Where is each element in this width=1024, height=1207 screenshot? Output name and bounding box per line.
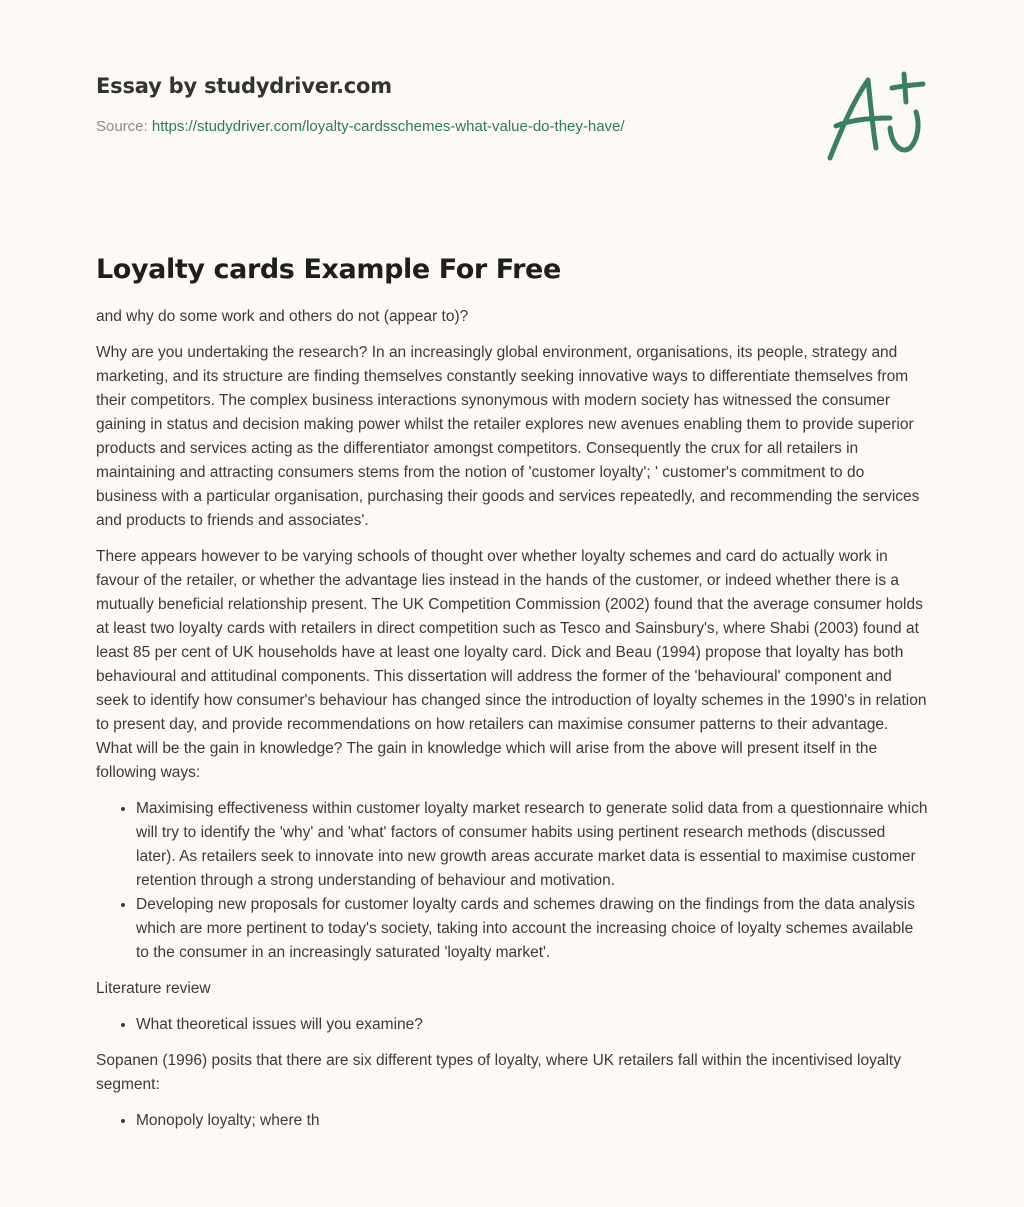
paragraph-loyalty-types: Sopanen (1996) posits that there are six different types of loyalty, where UK retailers fall within the incentivised loyalty segment: bbox=[96, 1052, 901, 1093]
knowledge-gain-list bbox=[96, 797, 928, 965]
theoretical-issues-list bbox=[96, 1013, 928, 1037]
list-item: • Monopoly loyalty; where th bbox=[136, 1109, 928, 1133]
essay-content bbox=[96, 254, 928, 1145]
list-item: • What theoretical issues will you examine? bbox=[136, 1013, 928, 1037]
source-link[interactable]: https://studydriver.com/loyalty-cardsschemes-what-value-do-they-have/ bbox=[151, 118, 625, 135]
list-item: • Maximising effectiveness within customer loyalty market research to generate solid data from a questionnaire which will try to identify the 'why' and 'what' factors of consumer habits using pertinent research methods (discussed later). As retailers seek to innovate into new growth areas accurate market data is essential to maximise customer retention through a strong understanding of behaviour and motivation. bbox=[136, 797, 928, 893]
section-label-literature-review: Literature review bbox=[96, 980, 211, 997]
source-line bbox=[96, 118, 796, 135]
paragraph-schools-of-thought: There appears however to be varying schools of thought over whether loyalty schemes and card do actually work in favour of the retailer, or whether the advantage lies instead in the hands of the customer, or indeed whether there is a mutually beneficial relationship present. The UK Competition Commission (2002) found that the average consumer holds at least two loyalty cards with retailers in direct competition such as Tesco and Sainsbury's, where Shabi (2003) found at least 85 per cent of UK households have at least one loyalty card. Dick and Beau (1994) propose that loyalty has both behavioural and attitudinal components. This dissertation will address the former of the 'behavioural' component and seek to identify how consumer's behaviour has changed since the introduction of loyalty schemes in the 1990's in relation to present day, and provide recommendations on how retailers can maximise consumer patterns to their advantage. What will be the gain in knowledge? The gain in knowledge which will arise from the above will present itself in the following ways: bbox=[96, 548, 927, 781]
page-header bbox=[96, 74, 796, 135]
list-item: • Developing new proposals for customer loyalty cards and schemes drawing on the findings from the data analysis which are more pertinent to today's society, taking into account the increasing choice of loyalty schemes available to the consumer in an increasingly saturated 'loyalty market'. bbox=[136, 893, 928, 965]
a-plus-grade-icon bbox=[820, 68, 930, 168]
paragraph-intro: and why do some work and others do not (appear to)? bbox=[96, 308, 469, 325]
source-label: Source: bbox=[96, 118, 148, 135]
paragraph-research-rationale: Why are you undertaking the research? In an increasingly global environment, organisations, its people, strategy and marketing, and its structure are finding themselves constantly seeking innovative ways to differentiate themselves from their competitors. The complex business interactions synonymous with modern society has witnessed the consumer gaining in status and decision making power whilst the retailer explores new avenues enabling them to provide superior products and services acting as the differentiator amongst competitors. Consequently the crux for all retailers in maintaining and attracting consumers stems from the notion of 'customer loyalty'; ' customer's commitment to do business with a particular organisation, purchasing their goods and services repeatedly, and recommending the services and products to friends and associates'. bbox=[96, 344, 920, 529]
loyalty-types-list bbox=[96, 1109, 928, 1133]
page-title: Loyalty cards Example For Free bbox=[96, 254, 561, 285]
site-title: Essay by studydriver.com bbox=[96, 74, 392, 98]
